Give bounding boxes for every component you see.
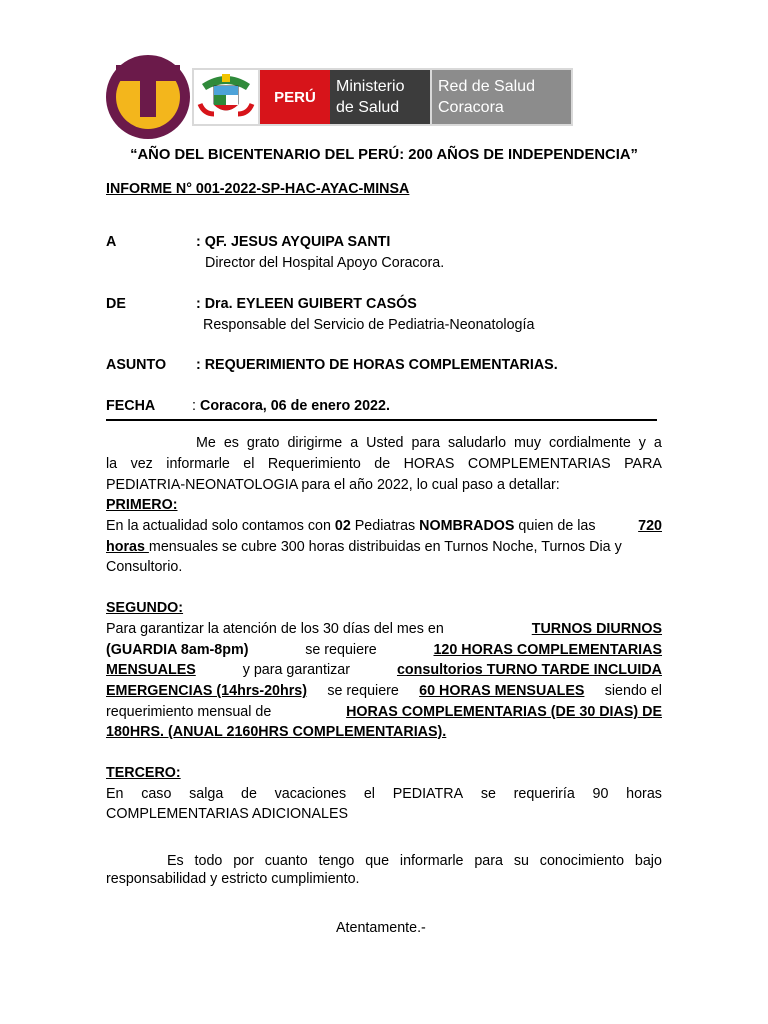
farewell: Atentamente.- — [336, 920, 426, 936]
third-line-1: En caso salga de vacaciones el PEDIATRA se requeriría 90 horas — [106, 786, 662, 802]
date-colon: : — [192, 398, 196, 414]
peru-label: PERÚ — [260, 70, 330, 124]
intro-line-1: Me es grato dirigirme a Usted para saludarlo muy cordialmente y a — [196, 435, 662, 451]
subject-label: ASUNTO — [106, 357, 167, 373]
to-label: A — [106, 234, 117, 250]
subject-value: : REQUERIMIENTO DE HORAS COMPLEMENTARIAS. — [196, 357, 558, 373]
date-value: Coracora, 06 de enero 2022. — [200, 398, 390, 414]
second-line-2: (GUARDIA 8am-8pm) se requiere 120 HORAS COMPLEMENTARIAS — [106, 642, 662, 658]
first-line-1: En la actualidad solo contamos con 02 Pediatras NOMBRADOS quien de las 720 — [106, 518, 662, 534]
from-role: Responsable del Servicio de Pediatria-Neonatología — [203, 317, 535, 333]
date-label: FECHA — [106, 398, 156, 414]
to-name: : QF. JESUS AYQUIPA SANTI — [196, 234, 391, 250]
header-divider — [106, 419, 657, 421]
ministerio-de-salud-label: Ministerio de Salud — [330, 70, 430, 124]
closing-line-2: responsabilidad y estricto cumplimiento. — [106, 871, 360, 887]
report-number: INFORME N° 001-2022-SP-HAC-AYAC-MINSA — [106, 181, 410, 197]
peru-coat-of-arms-icon — [194, 70, 258, 124]
red-de-salud-coracora-label: Red de Salud Coracora — [432, 70, 571, 124]
minsa-banner-logo — [192, 68, 573, 126]
to-role: Director del Hospital Apoyo Coracora. — [205, 255, 445, 271]
third-line-2: COMPLEMENTARIAS ADICIONALES — [106, 806, 349, 822]
second-line-3: MENSUALES y para garantizar consultorios TURNO TARDE INCLUIDA — [106, 662, 662, 678]
intro-line-2: la vez informarle el Requerimiento de HORAS COMPLEMENTARIAS PARA — [106, 456, 662, 472]
closing-line-1: Es todo por cuanto tengo que informarle para su conocimiento bajo — [167, 853, 662, 869]
second-heading: SEGUNDO: — [106, 600, 184, 616]
second-line-6: 180HRS. (ANUAL 2160HRS COMPLEMENTARIAS). — [106, 724, 447, 740]
year-motto: “AÑO DEL BICENTENARIO DEL PERÚ: 200 AÑOS DE INDEPENDENCIA” — [130, 147, 638, 163]
first-line-2: horas mensuales se cubre 300 horas distribuidas en Turnos Noche, Turnos Dia y — [106, 539, 622, 555]
first-line-3: Consultorio. — [106, 559, 183, 575]
third-heading: TERCERO: — [106, 765, 181, 781]
from-label: DE — [106, 296, 126, 312]
second-line-5: requerimiento mensual de HORAS COMPLEMENTARIAS (DE 30 DIAS) DE — [106, 704, 662, 720]
intro-line-3: PEDIATRIA-NEONATOLOGIA para el año 2022, lo cual paso a detallar: — [106, 477, 560, 493]
second-line-4: EMERGENCIAS (14hrs-20hrs) se requiere 60 HORAS MENSUALES siendo el — [106, 683, 662, 699]
second-line-1: Para garantizar la atención de los 30 días del mes en TURNOS DIURNOS — [106, 621, 662, 637]
first-heading: PRIMERO: — [106, 497, 178, 513]
red-de-salud-seal-logo — [106, 55, 190, 139]
from-name: : Dra. EYLEEN GUIBERT CASÓS — [196, 296, 417, 312]
